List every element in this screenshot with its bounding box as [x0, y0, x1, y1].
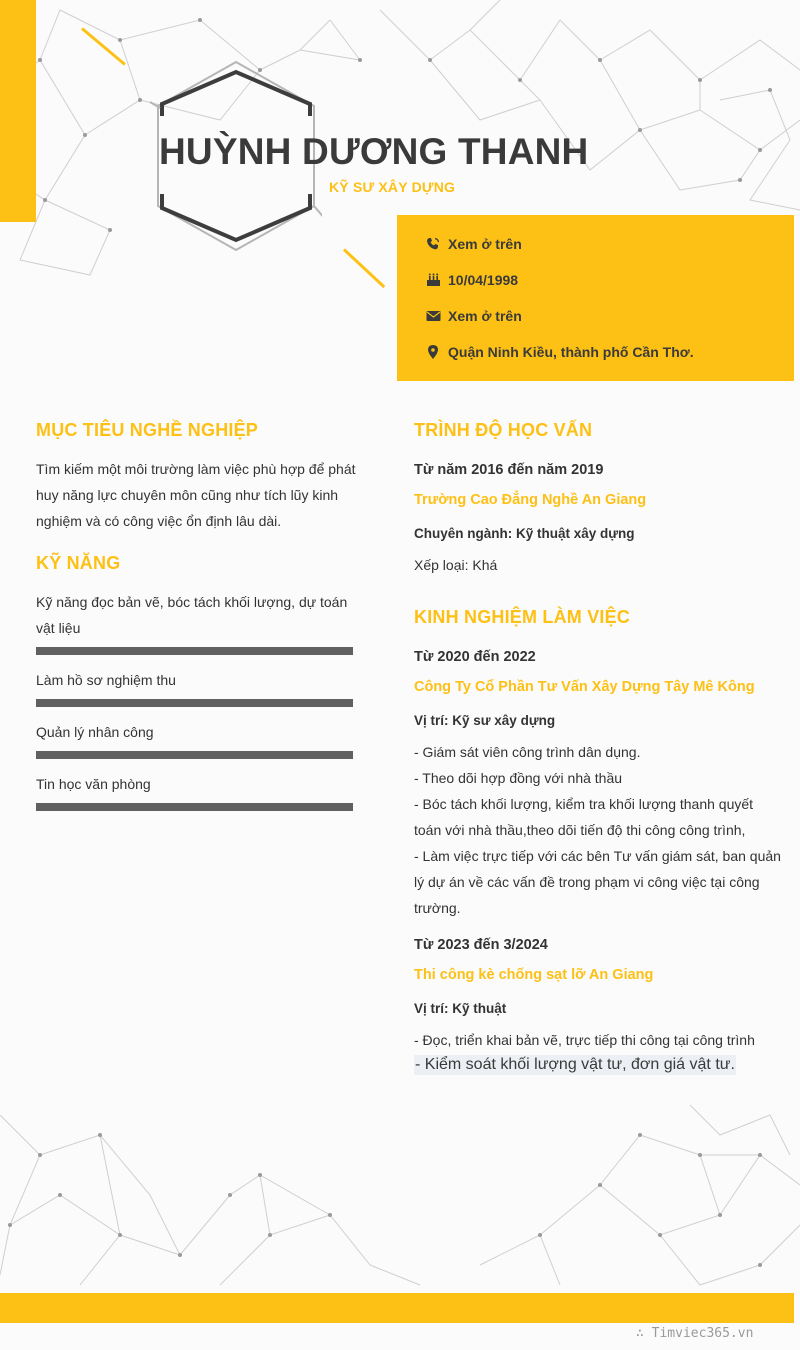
- education-major: Chuyên ngành: Kỹ thuật xây dựng: [414, 526, 635, 541]
- contact-email-text: Xem ở trên: [448, 308, 522, 324]
- contact-birthday-text: 10/04/1998: [448, 272, 519, 288]
- skill-bar: [36, 751, 353, 759]
- job-position: Vị trí: Kỹ thuật: [414, 1001, 507, 1016]
- accent-line-top: [81, 27, 126, 65]
- job-duty: - Đọc, triển khai bản vẽ, trực tiếp thi công tại công trình: [414, 1032, 755, 1048]
- contact-box: [397, 215, 794, 381]
- objective-title: MỤC TIÊU NGHỀ NGHIỆP: [36, 420, 259, 440]
- contact-email: [425, 308, 522, 324]
- watermark: ∴ Timviec365.vn: [636, 1326, 754, 1341]
- skill-bar: [36, 647, 353, 655]
- job-period: Từ 2023 đến 3/2024: [414, 937, 548, 953]
- birthday-cake-icon: [425, 272, 441, 288]
- header-accent-bar: [0, 0, 36, 222]
- skills-title: KỸ NĂNG: [36, 553, 121, 573]
- skill-bar: [36, 699, 353, 707]
- education-period: Từ năm 2016 đến năm 2019: [414, 462, 604, 478]
- envelope-icon: [425, 308, 441, 324]
- job-duty: - Làm việc trực tiếp với các bên Tư vấn giám sát, ban quản lý dự án về các vấn đề trong phạm vi công việc tại công trường.: [414, 848, 781, 916]
- job-duty: - Giám sát viên công trình dân dụng.: [414, 744, 641, 760]
- experience-title: KINH NGHIỆM LÀM VIỆC: [414, 607, 631, 627]
- accent-line-bottom: [343, 248, 385, 288]
- contact-birthday: [425, 272, 518, 288]
- education-school: Trường Cao Đẳng Nghề An Giang: [414, 492, 647, 508]
- job-title: KỸ SƯ XÂY DỰNG: [329, 179, 456, 195]
- objective-text: Tìm kiếm một môi trường làm việc phù hợp để phát huy năng lực chuyên môn cũng như tích lũy kinh nghiệm và có công việc ổn định lâu dài.: [36, 461, 356, 529]
- contact-phone: [425, 236, 522, 252]
- candidate-name: HUỲNH DƯƠNG THANH: [159, 131, 589, 172]
- education-grade: Xếp loại: Khá: [414, 557, 498, 573]
- contact-phone-text: Xem ở trên: [448, 236, 522, 252]
- background-network-pattern-bottom: [0, 1095, 800, 1295]
- phone-icon: [425, 236, 441, 252]
- skill-label: Quản lý nhân công: [36, 724, 154, 740]
- skill-label: Tin học văn phòng: [36, 776, 151, 792]
- job-duty: - Theo dõi hợp đồng với nhà thầu: [414, 770, 623, 786]
- skill-bar: [36, 803, 353, 811]
- skill-label: Kỹ năng đọc bản vẽ, bóc tách khối lượng, dự toán vật liệu: [36, 594, 348, 636]
- job-position: Vị trí: Kỹ sư xây dựng: [414, 713, 556, 728]
- skill-label: Làm hồ sơ nghiệm thu: [36, 672, 176, 688]
- job-duty: - Bóc tách khối lượng, kiểm tra khối lượng thanh quyết toán với nhà thầu,theo dõi tiến độ thi công công trình,: [414, 796, 754, 838]
- footer-bar: [0, 1293, 794, 1323]
- job-company: Thi công kè chống sạt lỡ An Giang: [414, 967, 654, 983]
- contact-address-text: Quận Ninh Kiều, thành phố Cần Thơ.: [448, 344, 694, 360]
- job-period: Từ 2020 đến 2022: [414, 649, 536, 665]
- contact-address: [425, 344, 694, 360]
- education-title: TRÌNH ĐỘ HỌC VẤN: [414, 420, 593, 440]
- map-marker-icon: [425, 344, 441, 360]
- job-company: Công Ty Cổ Phần Tư Vấn Xây Dựng Tây Mê Kông: [414, 679, 755, 695]
- job-duty-highlighted: - Kiểm soát khối lượng vật tư, đơn giá vật tư.: [415, 1056, 735, 1073]
